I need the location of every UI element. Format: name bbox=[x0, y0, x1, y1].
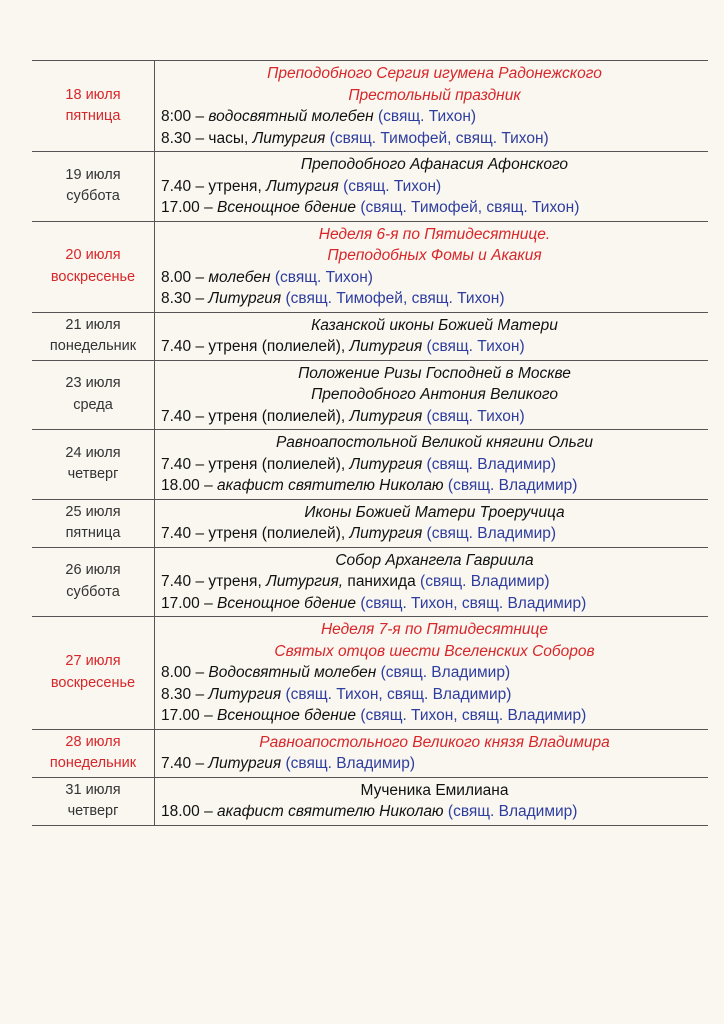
service-line bbox=[161, 475, 708, 497]
service-name: Литургия bbox=[349, 407, 423, 425]
service-time: 7.40 – утреня (полиелей), bbox=[161, 338, 346, 355]
weekday-label: воскресенье bbox=[50, 674, 136, 691]
clergy-names: (свящ. Тихон) bbox=[426, 407, 525, 425]
service-name: Литургия bbox=[208, 755, 282, 772]
clergy-names: (свящ. Тихон, свящ. Владимир) bbox=[360, 707, 587, 724]
weekday-label: среда bbox=[73, 396, 113, 413]
feast-title: Казанской иконы Божией Матери bbox=[311, 316, 558, 334]
date-label: 20 июля bbox=[65, 247, 121, 263]
clergy-names: (свящ. Тихон) bbox=[343, 177, 442, 195]
service-time: 18.00 – bbox=[161, 477, 213, 494]
service-line bbox=[161, 571, 708, 593]
clergy-names: (свящ. Тихон, свящ. Владимир) bbox=[360, 594, 587, 612]
service-name: Литургия bbox=[266, 177, 339, 195]
clergy-names: (свящ. Тимофей, свящ. Тихон) bbox=[329, 129, 549, 147]
feast-title: Равноапостольной Великой княгини Ольги bbox=[275, 434, 594, 451]
feast-title: Преподобного Сергия игумена Радонежского bbox=[267, 65, 602, 82]
date-cell bbox=[32, 221, 155, 312]
service-line bbox=[161, 128, 708, 150]
service-time: 7.40 – утреня (полиелей), bbox=[161, 525, 346, 542]
services-cell bbox=[155, 430, 709, 500]
feast-title: Неделя 6-я по Пятидесятнице. bbox=[318, 225, 551, 243]
weekday-label: пятница bbox=[65, 525, 121, 541]
feast-title: Неделя 7-я по Пятидесятнице bbox=[320, 621, 549, 638]
services-cell bbox=[155, 499, 709, 547]
service-line bbox=[161, 336, 708, 358]
service-time: 8.30 – bbox=[161, 685, 205, 703]
service-line bbox=[161, 454, 708, 476]
service-name: Литургия bbox=[208, 685, 282, 703]
schedule-row bbox=[32, 729, 708, 777]
weekday-label: воскресенье bbox=[50, 268, 136, 285]
schedule-row bbox=[32, 152, 708, 222]
feast-title: Собор Архангела Гавриила bbox=[335, 551, 534, 569]
schedule-row bbox=[32, 61, 708, 152]
date-cell bbox=[32, 499, 155, 547]
service-time: 7.40 – bbox=[161, 755, 205, 772]
schedule-row bbox=[32, 360, 708, 430]
schedule-row bbox=[32, 430, 708, 500]
service-time: 8.00 – bbox=[161, 268, 205, 286]
service-name: Всенощное бдение bbox=[217, 707, 357, 724]
feast-title: Преподобного Антония Великого bbox=[311, 386, 558, 403]
clergy-names: (свящ. Тихон) bbox=[274, 268, 373, 286]
date-cell bbox=[32, 729, 155, 777]
service-line bbox=[161, 662, 708, 684]
feast-title: Святых отцов шести Вселенских Соборов bbox=[274, 642, 595, 660]
services-cell bbox=[155, 152, 709, 222]
services-cell bbox=[155, 61, 709, 152]
clergy-names: (свящ. Владимир) bbox=[426, 455, 557, 473]
service-line bbox=[161, 684, 708, 706]
feast-title: Преподобных Фомы и Акакия bbox=[327, 247, 542, 264]
date-cell bbox=[32, 430, 155, 500]
date-cell bbox=[32, 152, 155, 222]
date-label: 28 июля bbox=[65, 733, 121, 750]
clergy-names: (свящ. Владимир) bbox=[426, 525, 557, 542]
service-name: Литургия bbox=[349, 338, 423, 355]
schedule-row bbox=[32, 499, 708, 547]
service-time: 7.40 – утреня (полиелей), bbox=[161, 455, 346, 473]
weekday-label: суббота bbox=[66, 188, 120, 205]
service-extra: панихида bbox=[347, 573, 416, 590]
service-time: 8:00 – bbox=[161, 108, 205, 125]
service-name: Литургия bbox=[252, 129, 326, 147]
date-label: 27 июля bbox=[65, 653, 121, 670]
service-name: Всенощное бдение bbox=[217, 199, 357, 216]
weekday-label: пятница bbox=[65, 108, 121, 124]
service-name: Литургия bbox=[208, 290, 282, 307]
clergy-names: (свящ. Владимир) bbox=[447, 803, 578, 820]
clergy-names: (свящ. Тимофей, свящ. Тихон) bbox=[360, 199, 580, 216]
service-line bbox=[161, 176, 708, 198]
service-name: Водосвятный молебен bbox=[208, 664, 377, 681]
date-cell bbox=[32, 547, 155, 617]
service-name: Всенощное бдение bbox=[217, 594, 357, 612]
service-line bbox=[161, 753, 708, 775]
date-label: 24 июля bbox=[65, 444, 121, 461]
service-line bbox=[161, 106, 708, 128]
services-cell bbox=[155, 617, 709, 730]
weekday-label: четверг bbox=[67, 466, 119, 483]
clergy-names: (свящ. Тихон) bbox=[426, 338, 525, 355]
service-time: 17.00 – bbox=[161, 594, 213, 612]
schedule-row bbox=[32, 547, 708, 617]
services-cell bbox=[155, 360, 709, 430]
service-time: 7.40 – утреня (полиелей), bbox=[161, 407, 346, 425]
feast-title: Мученика Емилиана bbox=[360, 781, 509, 799]
service-time: 17.00 – bbox=[161, 707, 213, 724]
services-cell bbox=[155, 221, 709, 312]
clergy-names: (свящ. Владимир) bbox=[380, 664, 511, 681]
service-line bbox=[161, 593, 708, 615]
clergy-names: (свящ. Тихон) bbox=[377, 108, 477, 125]
schedule-row bbox=[32, 312, 708, 360]
service-time: 7.40 – утреня, bbox=[161, 573, 262, 590]
date-cell bbox=[32, 312, 155, 360]
schedule-row bbox=[32, 617, 708, 730]
service-name: молебен bbox=[208, 268, 271, 286]
schedule-table bbox=[32, 60, 708, 826]
service-time: 17.00 – bbox=[161, 199, 213, 216]
service-line bbox=[161, 523, 708, 545]
date-label: 23 июля bbox=[65, 375, 121, 392]
schedule-row bbox=[32, 777, 708, 825]
weekday-label: четверг bbox=[67, 803, 119, 819]
date-label: 25 июля bbox=[65, 503, 121, 520]
feast-title: Равноапостольного Великого князя Владимира bbox=[259, 733, 610, 751]
date-label: 26 июля bbox=[65, 562, 121, 579]
feast-title: Положение Ризы Господней в Москве bbox=[298, 364, 571, 382]
weekday-label: понедельник bbox=[49, 338, 137, 354]
services-cell bbox=[155, 729, 709, 777]
service-time: 7.40 – утреня, bbox=[161, 177, 262, 195]
service-name: водосвятный молебен bbox=[208, 108, 374, 125]
feast-title: Иконы Божией Матери Троеручица bbox=[304, 503, 565, 521]
date-label: 31 июля bbox=[65, 781, 121, 798]
clergy-names: (свящ. Тимофей, свящ. Тихон) bbox=[285, 290, 505, 307]
service-name: Литургия bbox=[349, 455, 423, 473]
clergy-names: (свящ. Владимир) bbox=[447, 477, 578, 494]
date-cell bbox=[32, 360, 155, 430]
service-name: Литургия, bbox=[266, 573, 344, 590]
service-time: 8.30 – часы, bbox=[161, 129, 249, 147]
service-line bbox=[161, 406, 708, 428]
service-time: 8.00 – bbox=[161, 664, 205, 681]
weekday-label: суббота bbox=[66, 583, 120, 600]
services-cell bbox=[155, 312, 709, 360]
service-line bbox=[161, 705, 708, 727]
services-cell bbox=[155, 777, 709, 825]
weekday-label: понедельник bbox=[49, 755, 137, 771]
date-cell bbox=[32, 61, 155, 152]
services-cell bbox=[155, 547, 709, 617]
feast-title: Престольный праздник bbox=[348, 86, 521, 104]
date-cell bbox=[32, 777, 155, 825]
service-time: 18.00 – bbox=[161, 803, 213, 820]
clergy-names: (свящ. Тихон, свящ. Владимир) bbox=[285, 685, 512, 703]
date-cell bbox=[32, 617, 155, 730]
service-name: акафист святителю Николаю bbox=[217, 803, 444, 820]
service-name: акафист святителю Николаю bbox=[217, 477, 444, 494]
schedule-row bbox=[32, 221, 708, 312]
date-label: 21 июля bbox=[65, 316, 121, 333]
service-line bbox=[161, 801, 708, 823]
service-time: 8.30 – bbox=[161, 290, 205, 307]
clergy-names: (свящ. Владимир) bbox=[420, 573, 550, 590]
feast-title: Преподобного Афанасия Афонского bbox=[300, 156, 569, 173]
date-label: 18 июля bbox=[65, 86, 121, 103]
date-label: 19 июля bbox=[65, 166, 121, 183]
service-line bbox=[161, 267, 708, 289]
service-line bbox=[161, 197, 708, 219]
service-line bbox=[161, 288, 708, 310]
service-name: Литургия bbox=[349, 525, 423, 542]
clergy-names: (свящ. Владимир) bbox=[285, 755, 416, 772]
